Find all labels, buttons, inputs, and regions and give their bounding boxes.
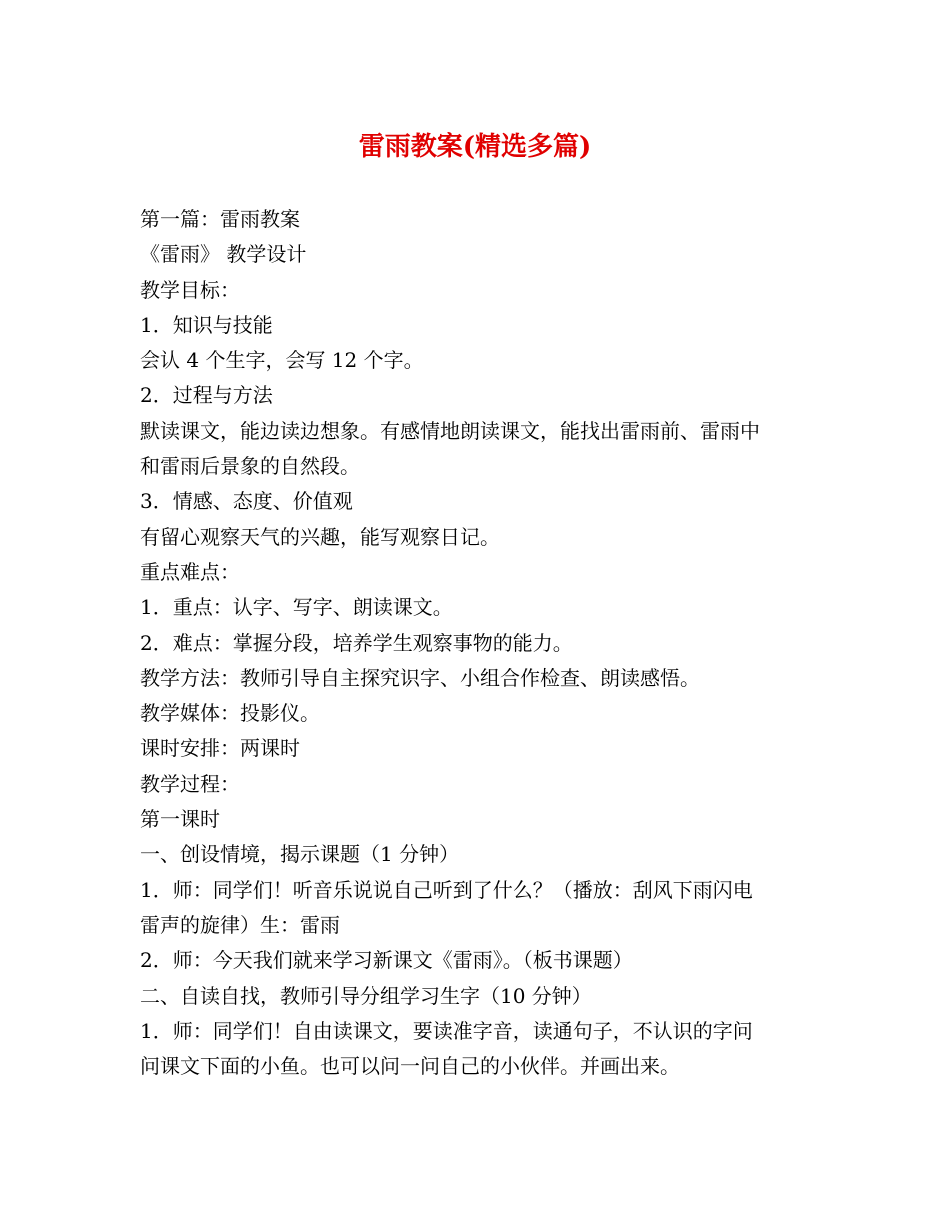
text-line: 雷声的旋律）生：雷雨 bbox=[140, 912, 340, 937]
document-body bbox=[140, 202, 820, 1084]
text-line: 和雷雨后景象的自然段。 bbox=[140, 454, 360, 479]
text-line: 一、创设情境，揭示课题（1 分钟） bbox=[140, 842, 460, 867]
text-line: 课时安排：两课时 bbox=[140, 736, 300, 761]
text-line: 重点难点： bbox=[140, 559, 240, 584]
text-line: 3．情感、态度、价值观 bbox=[140, 489, 353, 514]
text-line: 1．师：同学们！听音乐说说自己听到了什么？（播放：刮风下雨闪电 bbox=[140, 877, 753, 902]
text-line: 第一课时 bbox=[140, 807, 220, 832]
text-line: 1．师：同学们！自由读课文，要读准字音，读通句子，不认识的字问 bbox=[140, 1018, 753, 1043]
text-line: 1．知识与技能 bbox=[140, 312, 273, 337]
text-line: 有留心观察天气的兴趣，能写观察日记。 bbox=[140, 524, 500, 549]
text-line: 2．过程与方法 bbox=[140, 383, 273, 408]
text-line: 默读课文，能边读边想象。有感情地朗读课文，能找出雷雨前、雷雨中 bbox=[140, 418, 760, 443]
text-line: 教学媒体：投影仪。 bbox=[140, 701, 320, 726]
text-line: 2．师：今天我们就来学习新课文《雷雨》。（板书课题） bbox=[140, 948, 633, 973]
text-line: 二、自读自找，教师引导分组学习生字（10 分钟） bbox=[140, 983, 592, 1008]
text-line: 教学过程： bbox=[140, 771, 240, 796]
text-line: 会认 4 个生字，会写 12 个字。 bbox=[140, 348, 424, 373]
text-line: 问课文下面的小鱼。也可以问一问自己的小伙伴。并画出来。 bbox=[140, 1054, 680, 1079]
text-line: 1．重点：认字、写字、朗读课文。 bbox=[140, 595, 453, 620]
text-line: 第一篇：雷雨教案 bbox=[140, 207, 300, 231]
text-line: 教学目标： bbox=[140, 277, 240, 302]
text-line: 教学方法：教师引导自主探究识字、小组合作检查、朗读感悟。 bbox=[140, 665, 700, 690]
document-title: 雷雨教案(精选多篇) bbox=[358, 132, 592, 162]
text-line: 2．难点：掌握分段，培养学生观察事物的能力。 bbox=[140, 630, 573, 655]
text-line: 《雷雨》 教学设计 bbox=[140, 242, 307, 267]
